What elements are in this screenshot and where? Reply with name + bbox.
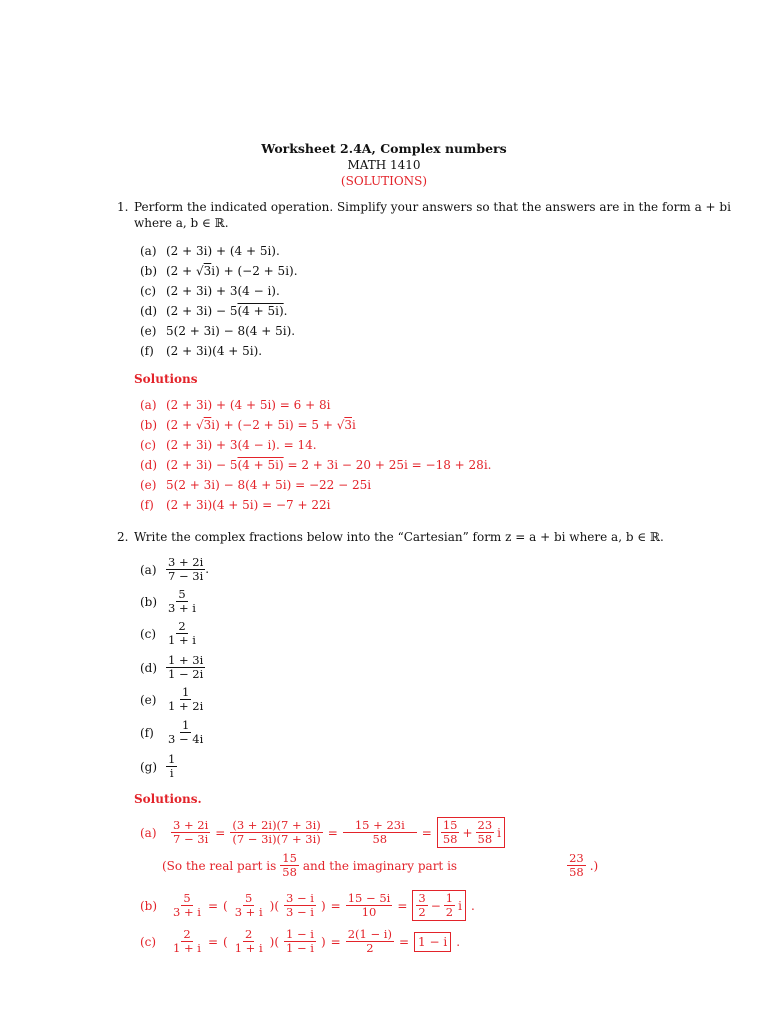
denominator: 2: [418, 905, 426, 919]
numerator: 5: [178, 587, 186, 601]
fraction: [166, 588, 198, 615]
item-label: (d): [140, 304, 158, 318]
denominator: 3 + i: [168, 601, 196, 615]
solution-mid: i) + (−2 + 5i) = 5 + √: [211, 418, 345, 432]
item-post: .: [283, 304, 288, 318]
q2-number: 2.: [117, 530, 129, 544]
denominator: 58: [569, 865, 584, 879]
fraction: [171, 819, 210, 846]
q1-solution: [140, 417, 356, 433]
numerator: 15: [282, 851, 297, 865]
denominator: 58: [282, 865, 297, 879]
course-code: MATH 1410: [347, 158, 421, 172]
numerator: 2(1 − i): [347, 927, 392, 941]
fraction: [233, 928, 265, 955]
numerator: 23: [477, 818, 493, 832]
numerator: 1: [445, 891, 454, 905]
q1-solution: [140, 437, 317, 453]
denominator: 58: [477, 832, 493, 846]
solution-post: i: [352, 418, 356, 432]
open-paren: (: [223, 934, 228, 949]
equals-sign: =: [397, 898, 408, 913]
item-label: (f): [140, 344, 154, 358]
item-label: (d): [140, 660, 158, 675]
denominator: 3 − i: [286, 905, 314, 919]
denominator: 2: [366, 941, 374, 955]
solution-label: (f): [140, 498, 154, 512]
solution-label: (b): [140, 898, 158, 913]
fraction: [166, 686, 205, 713]
numerator: 1 − i: [286, 927, 314, 941]
fraction: [166, 556, 205, 583]
fraction: [284, 928, 316, 955]
item-pre: (2 + √: [166, 264, 204, 278]
item-text: (2 + 3i)(4 + 5i).: [166, 344, 263, 358]
item-tail: .: [205, 562, 210, 576]
q1-item: [140, 243, 280, 259]
numerator: 1 + 3i: [168, 653, 204, 667]
numerator: 15: [442, 818, 458, 832]
boxed-answer: 1 − i: [414, 932, 451, 952]
imaginary-unit: i: [458, 898, 462, 913]
q2-solution-b: [140, 890, 475, 921]
fraction: [343, 819, 417, 846]
solutions-label: (SOLUTIONS): [340, 174, 428, 188]
numerator: 5: [245, 891, 253, 905]
q2-item: [140, 654, 205, 681]
q1-solution: [140, 397, 330, 413]
solution-label: (a): [140, 398, 157, 412]
denominator: 58: [372, 832, 388, 846]
fraction: [280, 852, 299, 879]
solution-pre: (2 + √: [166, 418, 204, 432]
numerator: 3 + 2i: [168, 555, 204, 569]
denominator: 58: [442, 832, 458, 846]
numerator: 2: [245, 927, 253, 941]
equals-sign: =: [421, 825, 432, 840]
q1-number: 1.: [117, 200, 129, 214]
item-text: 5(2 + 3i) − 8(4 + 5i).: [166, 324, 296, 338]
q2-solution-a-note: [162, 852, 598, 879]
boxed-answer: [437, 817, 505, 848]
denominator: 3 + i: [173, 905, 201, 919]
close-paren: )(: [269, 898, 280, 913]
numerator: 23: [569, 851, 584, 865]
numerator: 3 + 2i: [173, 818, 209, 832]
item-post: i) + (−2 + 5i).: [211, 264, 298, 278]
imaginary-unit: i: [497, 825, 502, 840]
denominator: i: [169, 766, 174, 780]
numerator: 2: [183, 927, 191, 941]
equals-sign: =: [327, 825, 338, 840]
solution-post: = 2 + 3i − 20 + 25i = −18 + 28i.: [283, 458, 492, 472]
q1-item: [140, 323, 295, 339]
fraction: [171, 892, 203, 919]
denominator: 1 + 2i: [168, 699, 204, 713]
q1-item: [140, 303, 287, 319]
item-label: (f): [140, 725, 154, 740]
equals-sign: =: [215, 825, 226, 840]
plus-sign: +: [462, 825, 473, 840]
q1-solution: [140, 477, 371, 493]
fraction: [230, 819, 322, 846]
fraction: [346, 928, 394, 955]
q2-solutions-heading: Solutions.: [134, 792, 202, 806]
numerator: 3 − i: [286, 891, 314, 905]
fraction: [444, 892, 455, 919]
numerator: 1: [168, 752, 176, 766]
period: .: [470, 898, 475, 913]
item-label: (a): [140, 562, 157, 577]
item-label: (c): [140, 284, 157, 298]
fraction: [284, 892, 316, 919]
sqrt-arg: 3: [203, 418, 212, 432]
q1-item: [140, 343, 262, 359]
solution-label: (e): [140, 478, 157, 492]
q1-item: [140, 283, 280, 299]
item-label: (g): [140, 759, 158, 774]
fraction: [441, 819, 460, 846]
conjugate-term: (4 + 5i): [237, 458, 284, 472]
denominator: (7 − 3i)(7 + 3i): [232, 832, 321, 846]
item-label: (b): [140, 594, 158, 609]
close-paren: ): [320, 934, 326, 949]
q2-prompt: Write the complex fractions below into the “Cartesian” form z = a + bi where a, b ∈ ℝ.: [134, 530, 664, 544]
numerator: 1: [181, 685, 190, 699]
denominator: 10: [361, 905, 377, 919]
boxed-answer: [412, 890, 466, 921]
numerator: (3 + 2i)(7 + 3i): [232, 818, 321, 832]
q2-item: [140, 588, 198, 615]
equals-sign: =: [330, 898, 341, 913]
fraction: [346, 892, 393, 919]
q2-item: [140, 719, 205, 746]
fraction: [567, 852, 586, 879]
q2-item: [140, 753, 177, 780]
sqrt-arg: 3: [344, 418, 352, 432]
item-text: (2 + 3i) + (4 + 5i).: [166, 244, 280, 258]
open-paren: (: [223, 898, 228, 913]
item-label: (e): [140, 692, 157, 707]
q2-solution-c: [140, 928, 460, 955]
solution-pre: (2 + 3i) − 5: [166, 458, 238, 472]
q1-solution: [140, 497, 330, 513]
solution-label: (d): [140, 458, 158, 472]
denominator: 1 − 2i: [168, 667, 204, 681]
denominator: 1 + i: [168, 633, 196, 647]
q1-solution: [140, 457, 491, 473]
fraction: [166, 654, 205, 681]
solution-label: (b): [140, 418, 158, 432]
conjugate-term: (4 + 5i): [237, 304, 284, 318]
item-text: (2 + 3i) + 3(4 − i).: [166, 284, 280, 298]
solution-label: (c): [140, 438, 157, 452]
solution-label: (a): [140, 825, 157, 840]
fraction: [171, 928, 203, 955]
denominator: 3 − 4i: [168, 732, 204, 746]
denominator: 1 − i: [286, 941, 314, 955]
q1-prompt-line2: where a, b ∈ ℝ.: [134, 216, 229, 230]
numerator: 2: [178, 619, 186, 633]
fraction: [476, 819, 495, 846]
denominator: 7 − 3i: [168, 569, 204, 583]
close-paren: ): [320, 898, 326, 913]
item-pre: (2 + 3i) − 5: [166, 304, 238, 318]
item-label: (c): [140, 626, 157, 641]
equals-sign: =: [330, 934, 341, 949]
numerator: 3: [418, 891, 426, 905]
numerator: 5: [183, 891, 191, 905]
solution-text: 5(2 + 3i) − 8(4 + 5i) = −22 − 25i: [166, 478, 372, 492]
q1-prompt-line1: Perform the indicated operation. Simplify your answers so that the answers are in the form a + bi: [134, 200, 731, 214]
q2-item: [140, 556, 209, 583]
title-block: [0, 141, 768, 189]
fraction: [166, 719, 205, 746]
solution-label: (c): [140, 934, 157, 949]
q2-solution-a: [140, 817, 505, 848]
denominator: 1 + i: [234, 941, 263, 955]
equals-sign: =: [207, 934, 219, 949]
close-paren: )(: [269, 934, 280, 949]
worksheet-title: Worksheet 2.4A, Complex numbers: [261, 141, 507, 156]
item-label: (e): [140, 324, 157, 338]
q1-item: [140, 263, 298, 279]
item-label: (a): [140, 244, 157, 258]
sqrt-arg: 3: [203, 264, 212, 278]
numerator: 1: [181, 718, 190, 732]
note-text: (So the real part is: [162, 858, 277, 873]
minus-sign: −: [430, 898, 441, 913]
denominator: 1 + i: [173, 941, 201, 955]
period: .: [456, 934, 461, 949]
q1-solutions-heading: Solutions: [134, 372, 198, 386]
numerator: 15 − 5i: [347, 891, 391, 905]
denominator: 2: [445, 905, 454, 919]
q2-item: [140, 686, 205, 713]
q2-item: [140, 620, 198, 647]
solution-text: (2 + 3i) + 3(4 − i). = 14.: [166, 438, 317, 452]
fraction: [416, 892, 427, 919]
denominator: 3 + i: [234, 905, 263, 919]
denominator: 7 − 3i: [173, 832, 209, 846]
equals-sign: =: [398, 934, 410, 949]
solution-text: (2 + 3i)(4 + 5i) = −7 + 22i: [166, 498, 331, 512]
note-text: .): [589, 858, 599, 873]
fraction: [233, 892, 265, 919]
solution-text: (2 + 3i) + (4 + 5i) = 6 + 8i: [166, 398, 331, 412]
equals-sign: =: [207, 898, 219, 913]
item-label: (b): [140, 264, 158, 278]
note-text: and the imaginary part is: [302, 858, 458, 873]
fraction: [166, 753, 177, 780]
fraction: [166, 620, 198, 647]
numerator: 15 + 23i: [343, 819, 417, 833]
